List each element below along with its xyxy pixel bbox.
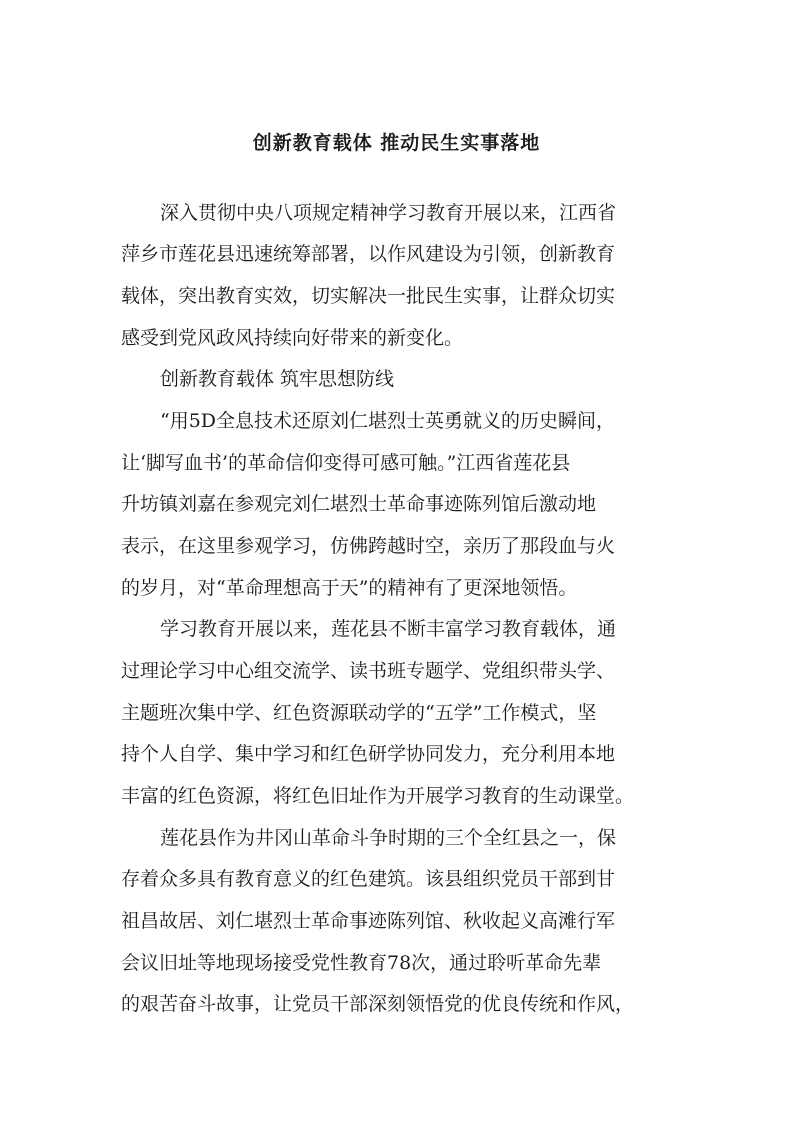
paragraph-line: 表示，在这里参观学习，仿佛跨越时空，亲历了那段血与火 — [121, 535, 616, 557]
paragraph-line: 过理论学习中心组交流学、读书班专题学、党组织带头学、 — [121, 660, 616, 682]
paragraph-line: 持个人自学、集中学习和红色研学协同发力，充分利用本地 — [121, 743, 616, 765]
paragraph-line: 主题班次集中学、红色资源联动学的“五学”工作模式，坚 — [121, 702, 597, 724]
paragraph-line: 的岁月，对“革命理想高于天”的精神有了更深地领悟。 — [121, 577, 578, 599]
paragraph-line: 让‘脚写血书’的革命信仰变得可感可触。”江西省莲花县 — [121, 452, 571, 474]
section-heading: 创新教育载体 筑牢思想防线 — [160, 368, 395, 390]
paragraph-line: 的艰苦奋斗故事，让党员干部深刻领悟党的优良传统和作风， — [121, 993, 635, 1015]
paragraph-line: 会议旧址等地现场接受党性教育78次，通过聆听革命先辈 — [121, 952, 602, 974]
paragraph-line: “用5D全息技术还原刘仁堪烈士英勇就义的历史瞬间， — [160, 410, 616, 432]
paragraph-line: 学习教育开展以来，莲花县不断丰富学习教育载体，通 — [160, 618, 617, 640]
paragraph-line: 存着众多具有教育意义的红色建筑。该县组织党员干部到甘 — [121, 868, 616, 890]
paragraph-line: 升坊镇刘嘉在参观完刘仁堪烈士革命事迹陈列馆后激动地 — [121, 493, 597, 515]
paragraph-line: 深入贯彻中央八项规定精神学习教育开展以来，江西省 — [160, 202, 617, 224]
document-title: 创新教育载体 推动民生实事落地 — [252, 132, 541, 154]
paragraph-line: 丰富的红色资源，将红色旧址作为开展学习教育的生动课堂。 — [121, 785, 635, 807]
paragraph-line: 载体，突出教育实效，切实解决一批民生实事，让群众切实 — [121, 285, 616, 307]
paragraph-line: 萍乡市莲花县迅速统筹部署，以作风建设为引领，创新教育 — [121, 243, 616, 265]
paragraph-line: 祖昌故居、刘仁堪烈士革命事迹陈列馆、秋收起义高滩行军 — [121, 910, 616, 932]
paragraph-line: 莲花县作为井冈山革命斗争时期的三个全红县之一，保 — [160, 827, 617, 849]
paragraph-line: 感受到党风政风持续向好带来的新变化。 — [121, 327, 464, 349]
